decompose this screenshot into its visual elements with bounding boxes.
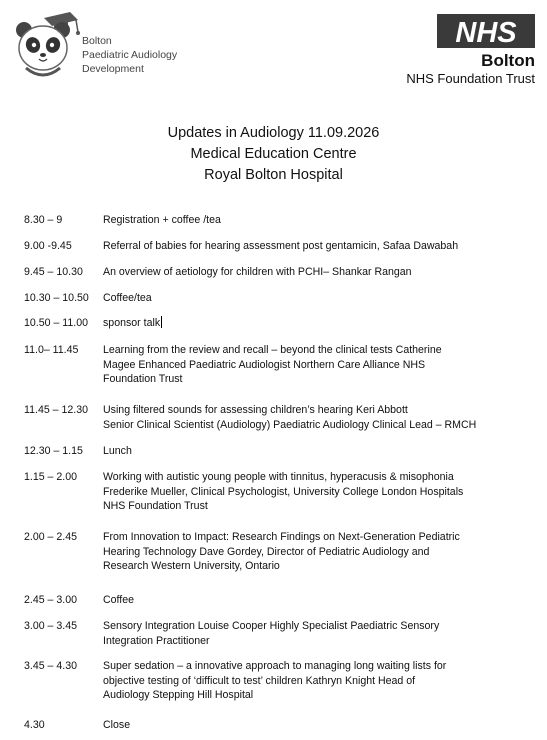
schedule-time: 9.00 -9.45: [24, 240, 72, 252]
title-line-3: Royal Bolton Hospital: [204, 167, 343, 183]
org-line-2: Paediatric Audiology: [82, 49, 178, 61]
desc-line: Learning from the review and recall – beyond the clinical tests Catherine: [103, 344, 442, 356]
desc-line: Senior Clinical Scientist (Audiology) Paediatric Audiology Clinical Lead – RMCH: [103, 418, 477, 431]
schedule-time: 10.30 – 10.50: [24, 292, 89, 304]
desc-text: sponsor talk: [103, 317, 161, 329]
schedule-time: 12.30 – 1.15: [24, 445, 83, 457]
schedule-time: 8.30 – 9: [24, 214, 63, 226]
desc-line: From Innovation to Impact: Research Findings on Next-Generation Pediatric: [103, 531, 460, 543]
org-line-3: Development: [82, 63, 144, 75]
desc-line: Super sedation – a innovative approach to managing long waiting lists for: [103, 660, 447, 672]
org-name: [82, 34, 177, 76]
schedule-desc: [103, 530, 523, 574]
desc-line: An overview of aetiology for children with PCHI– Shankar Rangan: [103, 266, 412, 278]
schedule-desc: [103, 213, 523, 228]
desc-line: Close: [103, 719, 131, 731]
desc-line: Using filtered sounds for assessing children’s hearing Keri Abbott: [103, 404, 408, 416]
schedule-time: 2.45 – 3.00: [24, 594, 78, 606]
schedule-desc: [103, 718, 523, 733]
desc-line: Referral of babies for hearing assessment post gentamicin, Safaa Dawabah: [103, 240, 459, 252]
schedule-time: 9.45 – 10.30: [24, 266, 83, 278]
schedule-time: 11.0– 11.45: [24, 344, 79, 356]
title-line-2: Medical Education Centre: [190, 146, 357, 162]
desc-line: objective testing of ‘difficult to test’ children Kathryn Knight Head of: [103, 674, 416, 687]
trust-subtitle: NHS Foundation Trust: [406, 71, 535, 86]
nhs-logo: [437, 14, 535, 48]
schedule-desc: [103, 470, 523, 514]
org-line-1: Bolton: [82, 35, 112, 47]
desc-line: Frederike Mueller, Clinical Psychologist, University College London Hospitals: [103, 485, 464, 498]
panda-graduate-icon: [12, 10, 82, 82]
desc-line: Sensory Integration Louise Cooper Highly Specialist Paediatric Sensory: [103, 620, 440, 632]
event-title: [0, 123, 547, 186]
trust-name: Bolton: [481, 51, 535, 70]
desc-line: Coffee/tea: [103, 292, 152, 304]
schedule-time: 1.15 – 2.00: [24, 471, 78, 483]
trust-name-block: [406, 52, 535, 88]
title-line-1: Updates in Audiology 11.09.2026: [167, 125, 380, 141]
desc-line: Lunch: [103, 445, 132, 457]
nhs-logo-text: NHS: [455, 17, 517, 48]
schedule-desc: [103, 619, 523, 648]
desc-line: Foundation Trust: [103, 373, 183, 385]
schedule-time: 11.45 – 12.30: [24, 404, 89, 416]
schedule-desc: [103, 659, 523, 703]
desc-line: Integration Practitioner: [103, 634, 210, 647]
schedule-time: 3.00 – 3.45: [24, 620, 78, 632]
desc-line: Magee Enhanced Paediatric Audiologist Northern Care Alliance NHS: [103, 358, 426, 371]
desc-line: NHS Foundation Trust: [103, 500, 208, 512]
schedule-desc: [103, 291, 523, 306]
schedule-desc: [103, 593, 523, 608]
desc-line: Audiology Stepping Hill Hospital: [103, 689, 254, 701]
schedule-time: 4.30: [24, 719, 45, 731]
schedule-time: 10.50 – 11.00: [24, 317, 89, 329]
desc-line: Research Western University, Ontario: [103, 560, 280, 572]
schedule-desc: [103, 444, 523, 459]
desc-line: Coffee: [103, 594, 135, 606]
desc-line: [103, 316, 523, 331]
desc-line: Registration + coffee /tea: [103, 214, 221, 226]
schedule-desc: [103, 265, 523, 280]
schedule-time: 2.00 – 2.45: [24, 531, 78, 543]
schedule-desc: [103, 403, 523, 432]
schedule-time: 3.45 – 4.30: [24, 660, 78, 672]
schedule-desc: [103, 239, 523, 254]
desc-line: Working with autistic young people with tinnitus, hyperacusis & misophonia: [103, 471, 454, 483]
schedule-desc: [103, 343, 523, 387]
schedule-desc: [103, 316, 523, 331]
desc-line: Hearing Technology Dave Gordey, Director of Pediatric Audiology and: [103, 545, 430, 558]
text-cursor: [161, 316, 162, 328]
